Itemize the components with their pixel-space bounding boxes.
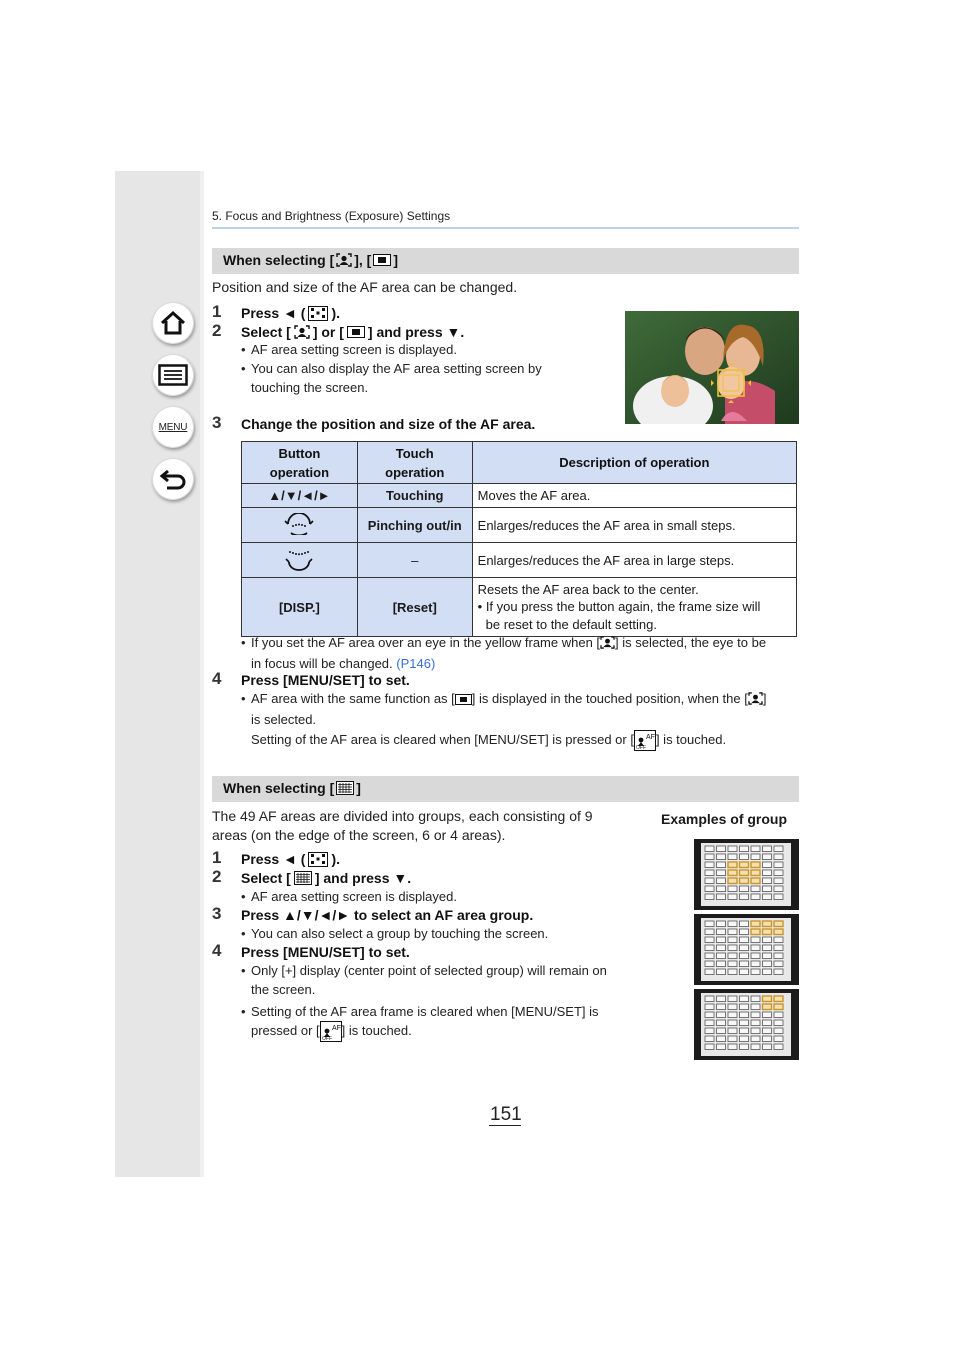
s2-step-3-text: Press ▲/▼/◄/► to select an AF area group. bbox=[241, 907, 534, 923]
af-area bbox=[763, 1044, 772, 1050]
af-area bbox=[717, 1012, 726, 1018]
af-area-selected bbox=[728, 862, 737, 868]
af-area bbox=[751, 961, 760, 967]
step-2-text-a: Select [ bbox=[241, 324, 291, 340]
breadcrumb-divider bbox=[212, 227, 799, 229]
s2-step-2-bullet: • AF area setting screen is displayed. bbox=[241, 889, 457, 904]
af-area bbox=[774, 1020, 783, 1026]
af-area bbox=[774, 886, 783, 892]
af-area-selected bbox=[763, 929, 772, 935]
af-area bbox=[728, 894, 737, 900]
af-mode-icon bbox=[308, 306, 328, 321]
af-area bbox=[705, 878, 714, 884]
af-area bbox=[717, 878, 726, 884]
af-area bbox=[717, 937, 726, 943]
step-2-bullet-1: • AF area setting screen is displayed. bbox=[241, 342, 457, 357]
af-area bbox=[751, 1028, 760, 1034]
s2-step-4-bullet-1: • Only [+] display (center point of selected group) will remain on the screen. bbox=[241, 963, 607, 997]
af-area bbox=[728, 1028, 737, 1034]
page-number-underline bbox=[489, 1125, 521, 1126]
af-area bbox=[751, 969, 760, 975]
table-row bbox=[242, 508, 797, 543]
af-area bbox=[740, 894, 749, 900]
breadcrumb: 5. Focus and Brightness (Exposure) Settings bbox=[212, 209, 451, 223]
af-area bbox=[763, 846, 772, 852]
af-area bbox=[751, 846, 760, 852]
step-3-number: 3 bbox=[212, 413, 222, 432]
af-area-selected bbox=[751, 878, 760, 884]
section2-intro: The 49 AF areas are divided into groups, each consisting of 9 areas (on the edge of the screen, 6 or 4 areas). bbox=[212, 808, 593, 843]
af-area bbox=[763, 1028, 772, 1034]
af-area bbox=[740, 937, 749, 943]
section-title-2: When selecting [ ] bbox=[223, 780, 361, 796]
af-area bbox=[717, 921, 726, 927]
af-area bbox=[763, 878, 772, 884]
af-area bbox=[728, 1012, 737, 1018]
back-arrow-icon bbox=[159, 467, 187, 491]
af-area-selected bbox=[763, 996, 772, 1002]
af-area-selected bbox=[763, 921, 772, 927]
af-area bbox=[751, 945, 760, 951]
af-area bbox=[717, 961, 726, 967]
af-area bbox=[751, 1036, 760, 1042]
af-area bbox=[751, 937, 760, 943]
step-4-bullet-1: • AF area with the same function as [ ] is displayed in the touched position, when the [ ] is selected. bbox=[241, 691, 767, 727]
af-area bbox=[728, 937, 737, 943]
af-area bbox=[751, 1012, 760, 1018]
af-area bbox=[740, 846, 749, 852]
menu-button[interactable] bbox=[152, 406, 194, 448]
one-area-icon bbox=[373, 254, 391, 266]
section-title-prefix: When selecting [ bbox=[223, 252, 335, 268]
table-cell-touch: Touching bbox=[357, 484, 472, 508]
af-area bbox=[717, 846, 726, 852]
custom-multi-icon bbox=[294, 871, 312, 885]
af-area bbox=[763, 854, 772, 860]
af-area bbox=[717, 1044, 726, 1050]
af-area bbox=[717, 1004, 726, 1010]
af-area bbox=[763, 886, 772, 892]
af-area bbox=[705, 894, 714, 900]
header-button-operation: Button operation bbox=[242, 442, 358, 484]
af-area bbox=[774, 862, 783, 868]
af-mode-icon bbox=[308, 852, 328, 867]
rear-dial-icon bbox=[284, 523, 314, 538]
af-area-selected bbox=[728, 878, 737, 884]
step-2-bullet-2: • You can also display the AF area setting screen by touching the screen. bbox=[241, 361, 542, 395]
svg-text:AF: AF bbox=[645, 734, 655, 741]
af-area bbox=[717, 854, 726, 860]
af-area bbox=[705, 862, 714, 868]
af-area-selected bbox=[751, 929, 760, 935]
af-area bbox=[774, 894, 783, 900]
step-4-number: 4 bbox=[212, 669, 222, 688]
af-area-selected bbox=[751, 921, 760, 927]
af-area bbox=[740, 1012, 749, 1018]
step-2-text-b: ] or [ bbox=[312, 324, 344, 340]
section-title-mid: ], [ bbox=[354, 252, 372, 268]
step-3-text: Change the position and size of the AF area. bbox=[241, 416, 536, 432]
s2-step-4-bullet-2: • Setting of the AF area frame is cleared when [MENU/SET] is pressed or [ AF OFF ] is touched. bbox=[241, 1004, 599, 1041]
af-area bbox=[740, 1044, 749, 1050]
s2-step-3-bullet: • You can also select a group by touching the screen. bbox=[241, 926, 549, 941]
af-area bbox=[728, 921, 737, 927]
af-area bbox=[740, 953, 749, 959]
af-area bbox=[763, 961, 772, 967]
af-area bbox=[740, 1020, 749, 1026]
af-area bbox=[728, 969, 737, 975]
af-area bbox=[751, 854, 760, 860]
af-area bbox=[717, 953, 726, 959]
af-area bbox=[763, 1036, 772, 1042]
table-cell-touch: – bbox=[357, 543, 472, 578]
s2-step-4-text: Press [MENU/SET] to set. bbox=[241, 944, 410, 960]
af-area bbox=[774, 846, 783, 852]
af-area bbox=[763, 969, 772, 975]
af-area bbox=[705, 886, 714, 892]
af-area bbox=[774, 1044, 783, 1050]
af-area bbox=[740, 921, 749, 927]
table-cell-touch: Pinching out/in bbox=[357, 508, 472, 543]
af-area bbox=[728, 996, 737, 1002]
af-area bbox=[705, 1020, 714, 1026]
s2-step-1-number: 1 bbox=[212, 848, 222, 867]
af-off-touch-icon[interactable] bbox=[634, 730, 656, 751]
af-area bbox=[763, 870, 772, 876]
s2-step-1-text: Press ◄ ( ). bbox=[241, 851, 341, 867]
table-cell-button bbox=[242, 508, 358, 543]
af-area-selected bbox=[774, 921, 783, 927]
af-area bbox=[740, 996, 749, 1002]
header-touch-operation: Touch operation bbox=[357, 442, 472, 484]
s2-step-4-number: 4 bbox=[212, 941, 222, 960]
af-area bbox=[728, 953, 737, 959]
af-area bbox=[705, 937, 714, 943]
af-area bbox=[705, 1044, 714, 1050]
af-area bbox=[717, 1020, 726, 1026]
af-area bbox=[728, 886, 737, 892]
group-example-corner bbox=[694, 989, 799, 1060]
s2-step-2-number: 2 bbox=[212, 867, 222, 886]
af-area bbox=[717, 945, 726, 951]
af-area bbox=[728, 1020, 737, 1026]
af-area bbox=[774, 945, 783, 951]
home-icon bbox=[159, 310, 187, 336]
af-area bbox=[717, 862, 726, 868]
svg-text:OFF: OFF bbox=[635, 745, 646, 750]
back-button[interactable] bbox=[152, 458, 194, 500]
af-area bbox=[751, 1004, 760, 1010]
group-example-edge bbox=[694, 914, 799, 985]
af-area bbox=[763, 1012, 772, 1018]
af-area bbox=[705, 969, 714, 975]
af-area bbox=[705, 1036, 714, 1042]
table-cell-desc: Resets the AF area back to the center. • If you press the button again, the frame size will be reset to the default setting. bbox=[472, 578, 796, 637]
page-number: 151 bbox=[490, 1104, 522, 1125]
contents-button[interactable] bbox=[152, 354, 194, 396]
af-area bbox=[774, 1036, 783, 1042]
table-cell-button: [DISP.] bbox=[242, 578, 358, 637]
af-area bbox=[774, 1028, 783, 1034]
section-title-1 bbox=[223, 252, 398, 268]
face-eye-detection-icon bbox=[336, 253, 352, 267]
af-area bbox=[763, 894, 772, 900]
af-area bbox=[774, 937, 783, 943]
svg-text:OFF: OFF bbox=[321, 1036, 332, 1041]
step-2-text bbox=[241, 324, 464, 340]
af-area bbox=[763, 1020, 772, 1026]
table-cell-desc: Enlarges/reduces the AF area in small steps. bbox=[472, 508, 796, 543]
operations-table bbox=[241, 441, 797, 637]
af-area bbox=[740, 1004, 749, 1010]
af-off-touch-icon[interactable] bbox=[320, 1021, 342, 1042]
af-area bbox=[751, 996, 760, 1002]
af-area bbox=[705, 1004, 714, 1010]
af-area bbox=[728, 1036, 737, 1042]
af-area bbox=[705, 1028, 714, 1034]
af-area bbox=[705, 921, 714, 927]
menu-label: MENU bbox=[158, 421, 188, 433]
af-area bbox=[717, 929, 726, 935]
step-4-note: Setting of the AF area is cleared when [MENU/SET] is pressed or [ AF OFF ] is touched. bbox=[251, 732, 727, 750]
af-area-selected bbox=[763, 1004, 772, 1010]
table-note: • If you set the AF area over an eye in the yellow frame when [ ] is selected, the eye to be in focus will be changed. (P146) bbox=[241, 635, 767, 671]
af-area bbox=[728, 945, 737, 951]
af-area bbox=[705, 996, 714, 1002]
af-area bbox=[705, 953, 714, 959]
af-area bbox=[717, 894, 726, 900]
step-2-number: 2 bbox=[212, 321, 222, 340]
af-area bbox=[774, 953, 783, 959]
af-area bbox=[705, 1012, 714, 1018]
af-area bbox=[763, 945, 772, 951]
custom-multi-icon bbox=[336, 781, 354, 795]
af-area bbox=[751, 1044, 760, 1050]
home-button[interactable] bbox=[152, 302, 194, 344]
af-area-selected bbox=[751, 870, 760, 876]
af-area bbox=[774, 1012, 783, 1018]
step-1-text bbox=[241, 305, 340, 321]
group-example-center bbox=[694, 839, 799, 910]
one-area-icon bbox=[455, 694, 472, 705]
af-area bbox=[740, 945, 749, 951]
section-title-suffix: ] bbox=[393, 252, 399, 268]
table-header-row bbox=[242, 442, 797, 484]
step-1-text-a: Press ◄ ( bbox=[241, 305, 306, 321]
header-description: Description of operation bbox=[472, 442, 796, 484]
step-4-text: Press [MENU/SET] to set. bbox=[241, 672, 410, 688]
step-1-number: 1 bbox=[212, 302, 222, 321]
af-area bbox=[717, 969, 726, 975]
af-area-selected bbox=[740, 870, 749, 876]
af-area bbox=[774, 870, 783, 876]
sample-photo-family bbox=[625, 311, 799, 424]
one-area-icon bbox=[347, 326, 365, 338]
af-area bbox=[740, 929, 749, 935]
step-2-text-c: ] and press ▼. bbox=[367, 324, 465, 340]
face-eye-detection-icon bbox=[748, 691, 763, 710]
af-area bbox=[740, 961, 749, 967]
s2-step-3-number: 3 bbox=[212, 904, 222, 923]
examples-of-group-label: Examples of group bbox=[661, 811, 788, 827]
section-header-2 bbox=[212, 776, 799, 802]
af-area bbox=[717, 886, 726, 892]
s2-step-2-text: Select [ ] and press ▼. bbox=[241, 870, 412, 886]
control-dial-icon bbox=[284, 559, 314, 574]
af-area-selected bbox=[728, 870, 737, 876]
af-area bbox=[740, 1036, 749, 1042]
af-area bbox=[751, 953, 760, 959]
af-area bbox=[774, 878, 783, 884]
af-area bbox=[774, 961, 783, 967]
af-area bbox=[728, 1044, 737, 1050]
af-area bbox=[728, 1004, 737, 1010]
af-area-selected bbox=[740, 862, 749, 868]
af-area bbox=[763, 937, 772, 943]
af-area bbox=[740, 886, 749, 892]
af-area-selected bbox=[751, 862, 760, 868]
af-area bbox=[774, 854, 783, 860]
af-area bbox=[705, 870, 714, 876]
af-area bbox=[740, 969, 749, 975]
af-area bbox=[705, 961, 714, 967]
sidebar-edge bbox=[200, 171, 204, 1177]
af-area bbox=[728, 929, 737, 935]
af-area bbox=[705, 945, 714, 951]
af-area bbox=[717, 870, 726, 876]
table-row bbox=[242, 578, 797, 637]
af-area bbox=[705, 929, 714, 935]
af-area bbox=[740, 1028, 749, 1034]
table-row bbox=[242, 543, 797, 578]
af-area-selected bbox=[774, 929, 783, 935]
af-area bbox=[774, 969, 783, 975]
svg-text:AF: AF bbox=[331, 1025, 341, 1032]
section-header-1 bbox=[212, 248, 799, 274]
af-area bbox=[705, 854, 714, 860]
table-cell-touch: [Reset] bbox=[357, 578, 472, 637]
af-area bbox=[717, 1028, 726, 1034]
af-area bbox=[740, 854, 749, 860]
table-cell-desc: Enlarges/reduces the AF area in large steps. bbox=[472, 543, 796, 578]
table-cell-button: ▲/▼/◄/► bbox=[242, 484, 358, 508]
af-area bbox=[763, 862, 772, 868]
table-cell-button bbox=[242, 543, 358, 578]
af-area-selected bbox=[774, 996, 783, 1002]
face-eye-detection-icon bbox=[600, 635, 615, 654]
section1-intro: Position and size of the AF area can be changed. bbox=[212, 279, 518, 295]
table-cell-desc: Moves the AF area. bbox=[472, 484, 796, 508]
af-area bbox=[717, 1036, 726, 1042]
face-eye-detection-icon bbox=[294, 325, 310, 339]
af-area bbox=[751, 894, 760, 900]
af-area bbox=[751, 886, 760, 892]
step-1-text-b: ). bbox=[331, 305, 341, 321]
af-area bbox=[717, 996, 726, 1002]
af-area bbox=[728, 961, 737, 967]
af-area-selected bbox=[774, 1004, 783, 1010]
af-area bbox=[751, 1020, 760, 1026]
af-area bbox=[705, 846, 714, 852]
af-area bbox=[763, 953, 772, 959]
af-area bbox=[728, 854, 737, 860]
contents-list-icon bbox=[158, 364, 188, 386]
af-area-selected bbox=[740, 878, 749, 884]
af-area bbox=[728, 846, 737, 852]
page-link-p146[interactable]: (P146) bbox=[396, 656, 436, 671]
table-row bbox=[242, 484, 797, 508]
